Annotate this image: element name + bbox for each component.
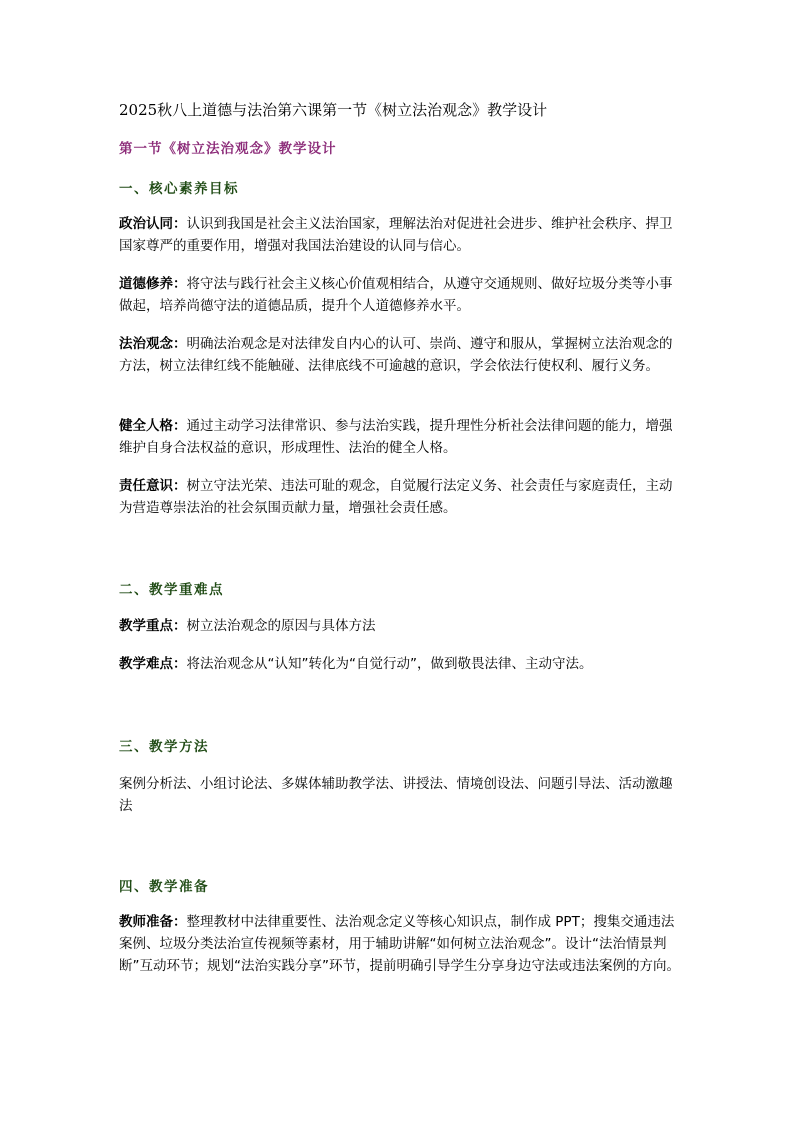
paragraph-teaching-focus	[119, 615, 684, 637]
label-rule-of-law: 法治观念：	[119, 336, 187, 352]
paragraph-moral-cultivation	[119, 273, 684, 317]
heading-core-goals: 一、核心素养目标	[119, 181, 239, 197]
label-sound-personality: 健全人格：	[119, 418, 187, 434]
heading-key-points: 二、教学重难点	[119, 582, 224, 598]
paragraph-rule-of-law	[119, 333, 684, 377]
paragraph-responsibility	[119, 475, 684, 519]
label-teaching-focus: 教学重点：	[119, 618, 187, 634]
paragraph-teaching-difficulty	[119, 653, 684, 675]
text-moral-cultivation: 将守法与践行社会主义核心价值观相结合，从遵守交通规则、做好垃圾分类等小事做起，培养尚德守法的道德品质，提升个人道德修养水平。	[119, 276, 673, 314]
label-responsibility: 责任意识：	[119, 478, 187, 494]
paragraph-political-identity	[119, 213, 684, 257]
heading-teaching-methods: 三、教学方法	[119, 739, 209, 755]
text-teaching-focus: 树立法治观念的原因与具体方法	[186, 618, 376, 634]
text-political-identity: 认识到我国是社会主义法治国家，理解法治对促进社会进步、维护社会秩序、捍卫国家尊严的重要作用，增强对我国法治建设的认同与信心。	[119, 216, 673, 254]
text-rule-of-law: 明确法治观念是对法律发自内心的认可、崇尚、遵守和服从，掌握树立法治观念的方法，树立法律红线不能触碰、法律底线不可逾越的意识，学会依法行使权利、履行义务。	[119, 336, 673, 374]
paragraph-sound-personality	[119, 415, 684, 459]
section-title: 第一节《树立法治观念》教学设计	[119, 141, 337, 157]
text-responsibility: 树立守法光荣、违法可耻的观念，自觉履行法定义务、社会责任与家庭责任，主动为营造尊崇法治的社会氛围贡献力量，增强社会责任感。	[119, 478, 673, 516]
paragraph-teacher-preparation	[119, 911, 684, 977]
document-title: 2025秋八上道德与法治第六课第一节《树立法治观念》教学设计	[119, 101, 548, 119]
paragraph-teaching-methods: 案例分析法、小组讨论法、多媒体辅助教学法、讲授法、情境创设法、问题引导法、活动激趣法	[119, 776, 673, 814]
label-teaching-difficulty: 教学难点：	[119, 656, 187, 672]
label-teacher-preparation: 教师准备：	[119, 914, 187, 930]
heading-teaching-preparation: 四、教学准备	[119, 879, 209, 895]
text-sound-personality: 通过主动学习法律常识、参与法治实践，提升理性分析社会法律问题的能力，增强维护自身合法权益的意识，形成理性、法治的健全人格。	[119, 418, 673, 456]
label-political-identity: 政治认同：	[119, 216, 187, 232]
text-teaching-difficulty: 将法治观念从“认知”转化为“自觉行动”，做到敬畏法律、主动守法。	[186, 656, 593, 672]
text-teacher-preparation: 整理教材中法律重要性、法治观念定义等核心知识点，制作成 PPT；搜集交通违法案例、垃圾分类法治宣传视频等素材，用于辅助讲解“如何树立法治观念”。设计“法治情景判断”互动环节；规划“法治实践分享”环节，提前明确引导学生分享身边守法或违法案例的方向。	[119, 914, 680, 974]
label-moral-cultivation: 道德修养：	[119, 276, 187, 292]
